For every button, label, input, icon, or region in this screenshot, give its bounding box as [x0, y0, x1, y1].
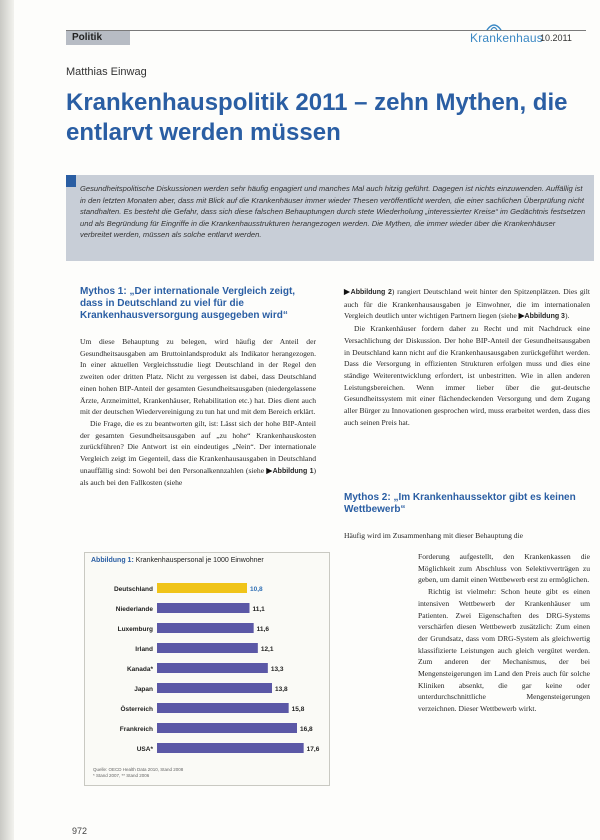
figure-label: Abbildung 1:	[91, 557, 134, 564]
category-label: Japan	[134, 686, 153, 693]
value-label: 15,8	[291, 706, 305, 713]
category-label: Luxemburg	[117, 626, 153, 633]
bar	[157, 683, 272, 693]
bar	[157, 623, 254, 633]
section1-heading: Mythos 1: „Der internationale Vergleich zeigt, dass in Deutschland zu viel für die Krankenhausversorgung ausgegeben wird“	[80, 286, 296, 321]
value-label: 11,6	[256, 626, 269, 633]
abstract-marker	[66, 175, 76, 187]
arrow-icon: ▶	[344, 287, 351, 296]
bar	[157, 723, 297, 733]
figure-source	[93, 767, 183, 778]
category-label: Frankreich	[119, 726, 153, 733]
issue-number: 10.2011	[540, 33, 572, 43]
value-label: 11,1	[252, 606, 265, 613]
abstract-text: Gesundheitspolitische Diskussionen werden sehr häufig engagiert und manches Mal auch hitzig geführt. Dagegen ist nichts einzuwenden. Auffällig ist in den letzten Monaten aber, dass mit Blick auf die Krankenhäuser immer wieder Thesen veröffentlicht werden, die einer sachlichen Überprüfung nicht standhalten. Es besteht die Gefahr, dass sich diese falschen Behauptungen durch stete Wiederholung „interessierter Kreise“ im Gedächtnis festsetzen und als Begründung für Eingriffe in die Krankenhausstrukturen herangezogen werden. Die Mythen, die immer wieder über die Krankenhäuser verbreitet werden, müssen als solche entlarvt werden.	[80, 184, 586, 240]
left-paragraph-1: Um diese Behauptung zu belegen, wird häufig der Anteil der Gesundheitsausgaben am Bruttoinlandsprodukt als Indikator herangezogen. In einer aktuellen Vergleichsstudie liegt Deutschland in der Regel den zweiten oder dritten Platz. Nicht zu vergessen ist dabei, dass Deutschland einen hohen BIP-Anteil der gesamten Gesundheitsausgaben (niedergelassene Ärzte, Arzneimittel, Krankenhäuser, Rehabilitation etc.) hat. Dies dient auch mit der deutschen Wiedervereinigung zu tun hat und mit dem Bereich erklärt.	[80, 337, 316, 417]
value-label: 17,6	[306, 746, 320, 753]
abstract-box	[66, 175, 594, 261]
page-number: 972	[72, 826, 88, 836]
figure-source-line-2: * Stand 2007, ** Stand 2006	[93, 772, 150, 778]
figure-1	[84, 552, 330, 786]
page-spine-shadow	[0, 0, 14, 840]
author-name: Matthias Einwag	[66, 66, 147, 78]
right-paragraph-1-end: ).	[564, 311, 570, 321]
category-label: Kanada*	[126, 666, 153, 673]
category-label: Irland	[135, 646, 153, 653]
section2-heading: Mythos 2: „Im Krankenhaussektor gibt es keinen Wettbewerb“	[344, 492, 576, 515]
figure-ref-1: Abbildung 1	[272, 467, 314, 475]
section-label: Politik	[66, 31, 130, 45]
left-paragraph-2	[80, 418, 316, 489]
journal-name: Krankenhaus	[470, 31, 543, 45]
article-title: Krankenhauspolitik 2011 – zehn Mythen, die entlarvt werden müssen	[66, 89, 568, 146]
category-label: Österreich	[120, 706, 153, 713]
right-paragraph-3-text: Häufig wird im Zusammenhang mit dieser Behauptung die	[344, 531, 524, 540]
right-paragraph-5: Richtig ist vielmehr: Schon heute gibt es einen intensiven Wettbewerb der Krankenhäuser um Patienten. Zwei Eigenschaften des DRG-Systems verschärfen diesen Wettbewerb zusätzlich: Zum einen der Grundsatz, dass vom DRG-System als gleichwertig klassifizierte Leistungen auch gleich vergütet werden. Zum anderen der Mechanismus, der bei Mengensteigerungen im Land den Preis auch für solche Kliniken absenkt, die gar keine oder unterdurchschnittliche Mengensteigerungen verzeichnen. Dieser Wettbewerb wirkt.	[418, 587, 590, 714]
bar-chart	[85, 553, 329, 765]
left-column	[80, 336, 316, 489]
value-label: 13,8	[275, 686, 288, 693]
bar	[157, 663, 268, 673]
right-paragraph-1-text: ) rangiert Deutschland weit hinter den Spitzenplätzen. Dies gilt auch für die Krankenhausausgaben je Einwohner, die im internationalen Vergleich deutlich unter wichtigen Partnern liegen (siehe	[344, 287, 591, 321]
category-label: Niederlande	[115, 606, 153, 613]
figure-caption-text: Krankenhauspersonal je 1000 Einwohner	[135, 557, 264, 564]
value-label: 16,8	[300, 726, 313, 733]
left-paragraph-2-text: Die Frage, die es zu beantworten gilt, ist: Lässt sich der hohe BIP-Anteil der gesamten Gesundheitsausgaben auf „zu hohe“ Krankenhauskosten zurückführen? Die Antwort ist ein eindeutiges „Nein“. Der internationale Vergleich zeigt im Gegenteil, dass die Krankenhausausgaben in Deutschland unauffällig sind: Sowohl bei den Personalkennzahlen (siehe	[80, 418, 316, 475]
bar	[157, 583, 247, 593]
arrow-icon: ▶	[266, 465, 273, 475]
bar	[157, 643, 258, 653]
figure-source-line-1: Quelle: OECD Health Data 2010, Stand 2008	[93, 767, 184, 772]
figure-ref-3: Abbildung 3	[524, 313, 565, 321]
bar	[157, 603, 250, 613]
right-paragraph-3	[344, 530, 590, 542]
category-label: Deutschland	[113, 586, 153, 593]
bar	[157, 743, 304, 753]
category-label: USA*	[136, 746, 153, 753]
right-paragraph-2: Die Krankenhäuser fordern daher zu Recht und mit Nachdruck eine Versachlichung der Diskussion. Der hohe BIP-Anteil der Gesundheitsausgaben in Deutschland kann nicht auf die Krankenhausausgaben zurückgeführt werden. Dass die Versorgung in effizienten Strukturen erfolgen muss und dies eine ständige Weiterentwicklung erfordert, ist unbestritten. Wie in allen anderen Leistungsbereichen. Wenn immer lieber über die gut-deutsche Gesundheitssystem mit einer flächendeckenden Versorgung und dem Zugang aller Bürger zu Innovationen gesprochen wird, muss erarbeitet werden, dass dies auch seinen Preis hat.	[344, 324, 590, 427]
figure-ref-2: Abbildung 2	[350, 289, 392, 296]
left-paragraph-2-end: ) als auch bei den Fallkosten (siehe	[80, 465, 316, 488]
arrow-icon: ▶	[518, 311, 525, 321]
right-wrap-column	[418, 551, 590, 715]
right-column	[344, 286, 590, 428]
right-paragraph-4: Forderung aufgestellt, den Krankenkassen die Möglichkeit zum Abschluss von Selektivverträgen zu geben, um damit einen Wettbewerb erst zu ermöglichen.	[418, 552, 590, 585]
value-label: 13,3	[270, 666, 284, 673]
right-paragraph-1	[344, 286, 590, 323]
bar	[157, 703, 289, 713]
value-label: 12,1	[260, 646, 274, 653]
value-label: 10,8	[250, 586, 263, 593]
